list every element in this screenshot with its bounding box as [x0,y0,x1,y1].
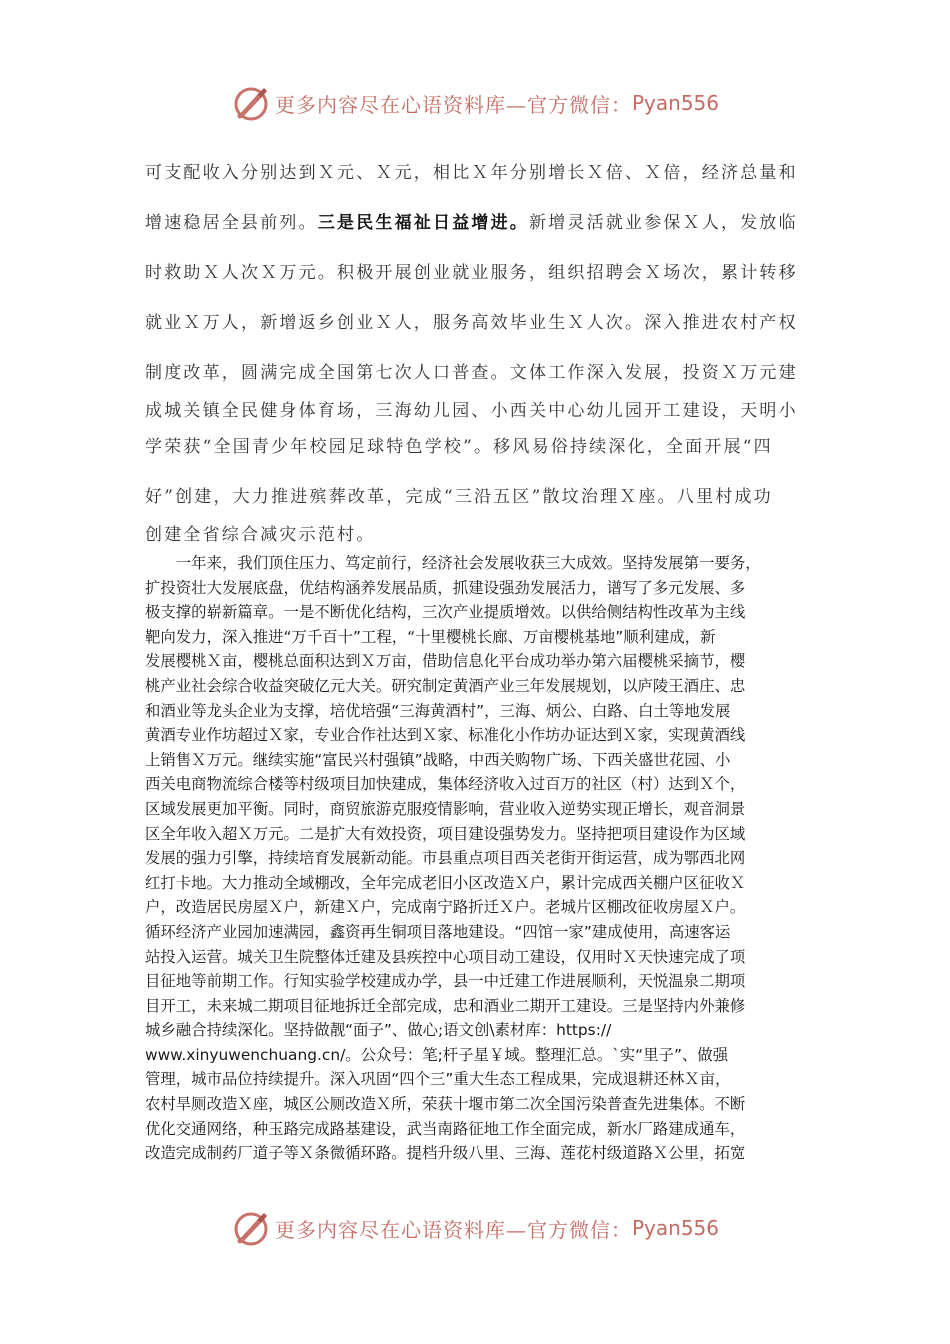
banner-wechat-id: Pyan556 [631,1216,719,1240]
text-line [145,208,815,233]
text-line: 一年来，我们顶住压力、笃定前行，经济社会发展收获三大成效。坚持发展第一要务， [145,554,761,572]
text-line: 好”创建，大力推进殡葬改革，完成“三沿五区”散坟治理Ｘ座。八里村成功 [145,487,773,507]
text-line: 黄酒专业作坊超过Ｘ家，专业合作社达到Ｘ家、标准化小作坊办证达到Ｘ家，实现黄酒线 [145,726,746,745]
text-line: www.xinyuwenchuang.cn/。公众号：笔;杆子星￥域。整理汇总。`实“里子”、做强 [145,1045,729,1064]
text-line: 户，改造居民房屋Ｘ户，新建Ｘ户，完成南宁路折迁Ｘ户。老城片区棚改征收房屋Ｘ户。 [145,898,746,917]
banner-wechat-id: Pyan556 [631,91,719,115]
banner-text: 更多内容尽在心语资料库—官方微信： [274,1217,632,1242]
text-line: 学荣获“全国青少年校园足球特色学校”。移风易俗持续深化，全面开展“四 [145,437,773,457]
text-line: 时救助Ｘ人次Ｘ万元。积极开展创业就业服务，组织招聘会Ｘ场次，累计转移 [145,263,798,283]
main-paragraph [145,551,808,1166]
text-line: 农村旱厕改造Ｘ座，城区公厕改造Ｘ所，荣获十堰市第二次全国污染普查先进集体。不断 [145,1095,746,1114]
text-line: 目开工，未来城二期项目征地拆迁全部完成，忠和酒业二期开工建设。三是坚持内外兼修 [145,996,746,1015]
brush-pen-logo-icon [231,83,271,123]
text-line: 优化交通网络，种玉路完成路基建设，武当南路征地工作全面完成，新水厂路建成通车， [145,1119,746,1138]
text-line: 区域发展更加平衡。同时，商贸旅游克服疫情影响，营业收入逆势实现正增长，观音洞景 [145,799,746,818]
text-line: 红打卡地。大力推动全域棚改，全年完成老旧小区改造Ｘ户，累计完成西关棚户区征收Ｘ [145,873,746,892]
text-line: 西关电商物流综合楼等村级项目加快建成，集体经济收入过百万的社区（村）达到Ｘ个， [145,775,746,794]
brush-pen-logo-icon [231,1208,271,1248]
bottom-banner [0,1208,950,1248]
text-line: 可支配收入分别达到Ｘ元、Ｘ元，相比Ｘ年分别增长Ｘ倍、Ｘ倍，经济总量和 [145,163,798,183]
text-line: 靶向发力，深入推进“万千百十”工程，“十里樱桃长廊、万亩樱桃基地”顺利建成，新 [145,627,716,646]
text-line: 桃产业社会综合收益突破亿元大关。研究制定黄酒产业三年发展规划，以庐陵王酒庄、忠 [145,676,746,695]
text-line: 站投入运营。城关卫生院整体迁建及县疾控中心项目动工建设，仅用时Ｘ天快速完成了项 [145,947,746,966]
text-line: 城乡融合持续深化。坚持做靓“面子”、做心;语文创\素材库：https:// [145,1021,612,1040]
text-line: 上销售Ｘ万元。继续实施“富民兴村强镇”战略，中西关购物广场、下西关盛世花园、小 [145,750,731,769]
text-line: 区全年收入超Ｘ万元。二是扩大有效投资，项目建设强势发力。坚持把项目建设作为区域 [145,824,746,843]
text-line: 目征地等前期工作。行知实验学校建成办学，县一中迁建工作进展顺利，天悦温泉二期项 [145,972,746,991]
text-line: 发展的强力引擎，持续培育发展新动能。市县重点项目西关老街开街运营，成为鄂西北网 [145,849,746,868]
text-line: 创建全省综合减灾示范村。 [145,525,376,545]
text-line: 成城关镇全民健身体育场，三海幼儿园、小西关中心幼儿园开工建设，天明小 [145,401,798,421]
top-banner [0,83,950,123]
banner-text: 更多内容尽在心语资料库—官方微信： [274,92,632,117]
text-line: 发展樱桃Ｘ亩，樱桃总面积达到Ｘ万亩，借助信息化平台成功举办第六届樱桃采摘节，樱 [145,652,746,671]
text-segment: 新增灵活就业参保Ｘ人，发放临 [529,213,798,233]
text-line: 循环经济产业园加速满园，鑫资再生铜项目落地建设。“四馆一家”建成使用，高速客运 [145,922,731,941]
text-line: 极支撑的崭新篇章。一是不断优化结构，三次产业提质增效。以供给侧结构性改革为主线 [145,603,746,622]
text-line: 扩投资壮大发展底盘，优结构涵养发展品质，抓建设强劲发展活力，谱写了多元发展、多 [145,578,746,597]
bold-heading: 三是民生福祉日益增进。 [317,213,530,233]
text-line: 就业Ｘ万人，新增返乡创业Ｘ人，服务高效毕业生Ｘ人次。深入推进农村产权 [145,313,798,333]
text-line: 和酒业等龙头企业为支撑，培优培强“三海黄酒村”，三海、炳公、白路、白土等地发展 [145,701,731,720]
text-line: 制度改革，圆满完成全国第七次人口普查。文体工作深入发展，投资Ｘ万元建 [145,363,798,383]
text-line: 改造完成制药厂道子等Ｘ条微循环路。提档升级八里、三海、莲花村级道路Ｘ公里，拓宽 [145,1144,746,1163]
text-line: 管理，城市品位持续提升。深入巩固“四个三”重大生态工程成果，完成退耕还林Ｘ亩， [145,1070,731,1089]
text-segment: 增速稳居全县前列。 [145,213,318,233]
